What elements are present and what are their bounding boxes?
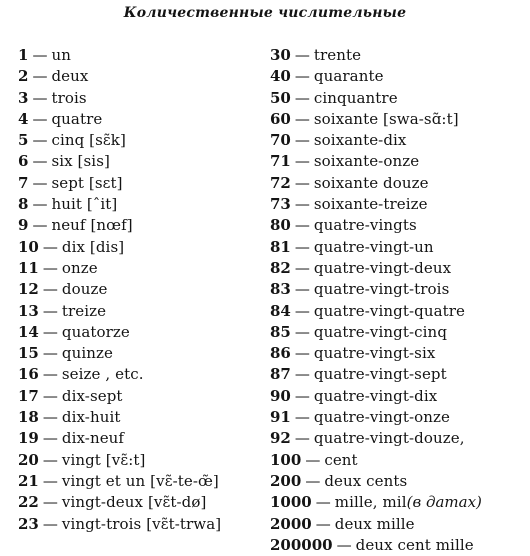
numeral-row: [270, 215, 482, 236]
numeral-word: trente: [313, 46, 362, 64]
numeral-number: 20: [18, 450, 39, 469]
numeral-dash: —: [315, 514, 331, 533]
numeral-word: quatre-vingt-deux: [313, 258, 452, 277]
numeral-word: quatre-vingt-douze,: [313, 429, 465, 448]
numeral-number: 87: [270, 365, 291, 384]
numeral-number: 80: [270, 216, 291, 235]
numeral-number: 10: [18, 237, 39, 256]
numeral-word: soixante-onze: [313, 152, 420, 171]
numeral-row: [18, 173, 221, 194]
numeral-number: 90: [270, 386, 291, 405]
numeral-number: 84: [270, 301, 291, 320]
numeral-dash: —: [294, 152, 310, 171]
numeral-number: 21: [18, 471, 39, 490]
numeral-row: [270, 279, 482, 300]
numeral-row: [270, 258, 482, 279]
numeral-row: [18, 215, 221, 236]
numeral-word: quatorze: [61, 322, 130, 341]
numeral-word: vingt-trois [vɛ̃t-trwa]: [61, 514, 222, 533]
numeral-dash: —: [32, 152, 48, 171]
numeral-dash: —: [42, 344, 58, 363]
numeral-row: [270, 130, 482, 151]
numeral-number: 71: [270, 152, 291, 171]
numeral-number: 72: [270, 173, 291, 192]
numeral-number: 1: [18, 46, 29, 64]
numeral-row: [270, 88, 482, 109]
numeral-dash: —: [294, 131, 310, 150]
numeral-word: neuf [nœf]: [51, 216, 133, 235]
numeral-dash: —: [294, 386, 310, 405]
numeral-row: [18, 109, 221, 130]
numeral-number: 12: [18, 280, 39, 299]
numeral-dash: —: [294, 408, 310, 427]
numeral-word: trois: [51, 88, 87, 107]
numeral-row: [18, 279, 221, 300]
numeral-word: cinq [sɛ̃k]: [51, 131, 126, 150]
numeral-number: 100: [270, 450, 302, 469]
numeral-row: [18, 450, 221, 471]
numeral-word: dix-huit: [61, 408, 121, 427]
numeral-word: vingt et un [vɛ̃-te-œ̃]: [61, 471, 219, 490]
numeral-word: quatre-vingt-six: [313, 344, 436, 363]
numeral-dash: —: [42, 237, 58, 256]
numeral-row: [18, 45, 221, 66]
numeral-number: 86: [270, 344, 291, 363]
numeral-dash: —: [294, 173, 310, 192]
numeral-row: [270, 173, 482, 194]
numeral-word: six [sis]: [51, 152, 110, 171]
numeral-word: quatre-vingt-quatre: [313, 301, 466, 320]
numeral-dash: —: [294, 67, 310, 86]
numeral-row: [18, 492, 221, 513]
numeral-number: 73: [270, 195, 291, 214]
numeral-number: 6: [18, 152, 29, 171]
numeral-row: [270, 151, 482, 172]
numeral-row: [18, 151, 221, 172]
numeral-number: 18: [18, 408, 39, 427]
numeral-row: [18, 386, 221, 407]
numeral-dash: —: [305, 450, 321, 469]
numeral-dash: —: [315, 493, 331, 512]
numeral-dash: —: [336, 535, 352, 554]
numeral-dash: —: [294, 429, 310, 448]
numeral-number: 82: [270, 258, 291, 277]
numeral-dash: —: [294, 301, 310, 320]
numeral-word: dix [dis]: [61, 237, 125, 256]
numeral-number: 40: [270, 67, 291, 86]
numeral-word: onze: [61, 258, 98, 277]
numeral-number: 1000: [270, 493, 312, 512]
numeral-row: [270, 45, 482, 66]
numeral-word: dix-neuf: [61, 429, 125, 448]
numeral-dash: —: [294, 46, 310, 64]
numeral-row: [270, 535, 482, 556]
numeral-word: quatre-vingt-onze: [313, 408, 451, 427]
numeral-word: deux cent mille: [355, 535, 474, 554]
numeral-word: quatre-vingt-sept: [313, 365, 447, 384]
numeral-dash: —: [294, 365, 310, 384]
numeral-row: [18, 258, 221, 279]
numeral-word: quatre-vingt-trois: [313, 280, 450, 299]
numeral-row: [270, 237, 482, 258]
numeral-dash: —: [32, 88, 48, 107]
numeral-number: 8: [18, 195, 29, 214]
numeral-word: huit [ˆit]: [51, 195, 118, 214]
numerals-list-right: [270, 45, 482, 556]
numeral-row: [18, 88, 221, 109]
numeral-number: 30: [270, 46, 291, 64]
page-title: Количественные числительные: [123, 5, 407, 21]
numeral-row: [270, 386, 482, 407]
numeral-word: quatre-vingt-dix: [313, 386, 438, 405]
numeral-word: dix-sept: [61, 386, 123, 405]
numeral-row: [270, 322, 482, 343]
numeral-dash: —: [305, 471, 321, 490]
numeral-word: quinze: [61, 344, 113, 363]
numeral-dash: —: [32, 195, 48, 214]
numeral-word: soixante douze: [313, 173, 429, 192]
numeral-dash: —: [42, 322, 58, 341]
numeral-number: 23: [18, 514, 39, 533]
numeral-row: [270, 66, 482, 87]
numeral-number: 15: [18, 344, 39, 363]
numeral-number: 19: [18, 429, 39, 448]
numeral-number: 4: [18, 109, 29, 128]
numeral-dash: —: [32, 216, 48, 235]
numeral-number: 17: [18, 386, 39, 405]
numeral-number: 5: [18, 131, 29, 150]
numeral-dash: —: [32, 67, 48, 86]
numeral-number: 9: [18, 216, 29, 235]
numeral-dash: —: [42, 450, 58, 469]
numeral-row: [18, 130, 221, 151]
numeral-dash: —: [294, 195, 310, 214]
numeral-number: 70: [270, 131, 291, 150]
numeral-number: 81: [270, 237, 291, 256]
numeral-word: douze: [61, 280, 108, 299]
numeral-row: [270, 514, 482, 535]
numeral-word: un: [51, 46, 71, 64]
numeral-row: [270, 407, 482, 428]
numeral-word: quatre-vingt-un: [313, 237, 434, 256]
numeral-row: [270, 471, 482, 492]
numeral-row: [270, 428, 482, 449]
numeral-word: cent: [324, 450, 358, 469]
numeral-number: 2000: [270, 514, 312, 533]
numeral-word: quatre-vingts: [313, 216, 417, 235]
numeral-dash: —: [42, 514, 58, 533]
numeral-number: 3: [18, 88, 29, 107]
numeral-dash: —: [42, 386, 58, 405]
numeral-word: quatre: [51, 109, 103, 128]
numeral-dash: —: [42, 365, 58, 384]
numeral-word: quarante: [313, 67, 384, 86]
numeral-dash: —: [294, 216, 310, 235]
numeral-row: [18, 428, 221, 449]
numeral-number: 83: [270, 280, 291, 299]
numeral-word: soixante [swa-sɑ̃:t]: [313, 109, 459, 128]
numeral-word: deux mille: [334, 514, 415, 533]
numeral-row: [18, 237, 221, 258]
numeral-row: [18, 301, 221, 322]
numeral-number: 50: [270, 88, 291, 107]
numeral-dash: —: [42, 301, 58, 320]
numeral-row: [270, 343, 482, 364]
numeral-number: 91: [270, 408, 291, 427]
numeral-word: mille, mil: [334, 493, 407, 512]
numeral-dash: —: [294, 280, 310, 299]
numeral-number: 22: [18, 493, 39, 512]
numeral-word: sept [sɛt]: [51, 173, 123, 192]
numeral-row: [270, 109, 482, 130]
numeral-row: [270, 194, 482, 215]
numeral-row: [18, 514, 221, 535]
numeral-dash: —: [42, 280, 58, 299]
numeral-word: deux cents: [324, 471, 408, 490]
numeral-number: 16: [18, 365, 39, 384]
numeral-row: [18, 343, 221, 364]
numeral-dash: —: [32, 173, 48, 192]
numeral-word: deux: [51, 67, 89, 86]
numeral-word: treize: [61, 301, 107, 320]
numeral-dash: —: [42, 429, 58, 448]
numeral-row: [18, 322, 221, 343]
numeral-number: 11: [18, 258, 39, 277]
numeral-row: [18, 407, 221, 428]
numeral-row: [18, 471, 221, 492]
numeral-number: 7: [18, 173, 29, 192]
numeral-row: [270, 492, 482, 513]
numeral-number: 2: [18, 67, 29, 86]
numeral-dash: —: [294, 344, 310, 363]
numeral-row: [18, 364, 221, 385]
numeral-number: 92: [270, 429, 291, 448]
numeral-number: 14: [18, 322, 39, 341]
numeral-word: vingt-deux [vɛ̃t-dø]: [61, 493, 207, 512]
numeral-dash: —: [42, 493, 58, 512]
numeral-row: [270, 364, 482, 385]
numeral-dash: —: [32, 109, 48, 128]
numeral-row: [18, 194, 221, 215]
numeral-row: [270, 301, 482, 322]
numeral-note: (в датах): [406, 493, 482, 512]
numeral-dash: —: [294, 88, 310, 107]
numeral-word: vingt [vɛ̃:t]: [61, 450, 146, 469]
numeral-number: 200000: [270, 535, 333, 554]
numeral-word: cinquantre: [313, 88, 398, 107]
numeral-row: [18, 66, 221, 87]
numeral-dash: —: [42, 471, 58, 490]
numeral-dash: —: [294, 322, 310, 341]
numeral-number: 200: [270, 471, 302, 490]
numerals-list-left: [18, 45, 221, 535]
numeral-row: [270, 450, 482, 471]
numeral-word: soixante-treize: [313, 195, 428, 214]
numeral-number: 13: [18, 301, 39, 320]
numeral-dash: —: [42, 258, 58, 277]
numeral-dash: —: [42, 408, 58, 427]
numeral-dash: —: [294, 237, 310, 256]
numeral-dash: —: [32, 46, 48, 64]
numeral-dash: —: [294, 258, 310, 277]
numeral-number: 60: [270, 109, 291, 128]
numeral-word: soixante-dix: [313, 131, 407, 150]
numeral-word: quatre-vingt-cinq: [313, 322, 448, 341]
numeral-word: seize , etc.: [61, 365, 144, 384]
numeral-number: 85: [270, 322, 291, 341]
numeral-dash: —: [32, 131, 48, 150]
numeral-dash: —: [294, 109, 310, 128]
